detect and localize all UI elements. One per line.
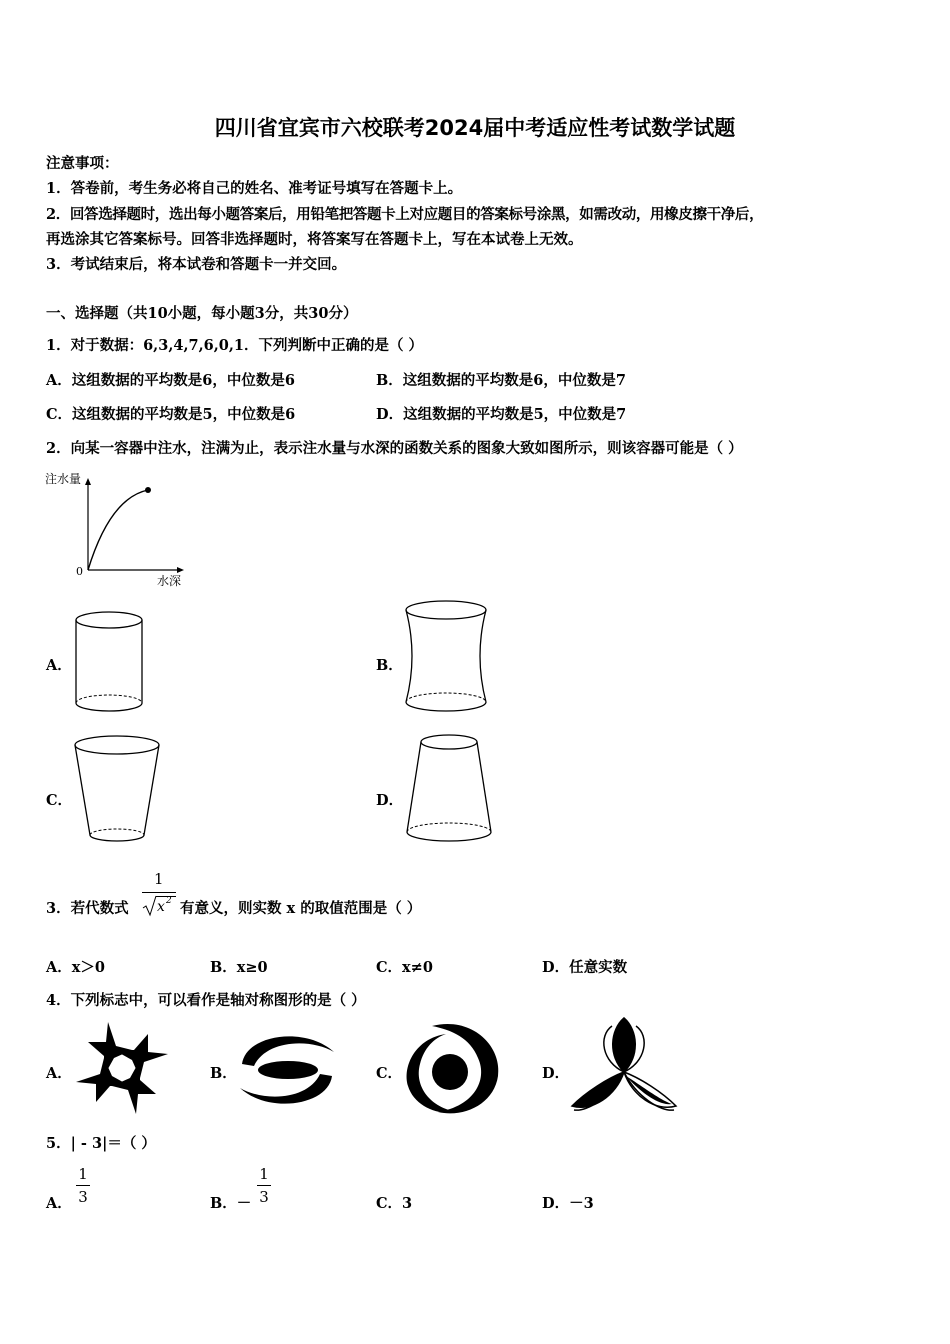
q3-fraction — [142, 870, 178, 922]
container-tapered — [402, 732, 496, 848]
q3-option-d[interactable]: D．任意实数 — [542, 959, 628, 976]
q3-frac-num: 1 — [154, 870, 164, 888]
q5-a-den: 3 — [78, 1188, 88, 1206]
container-flared — [72, 735, 164, 847]
q3-option-c[interactable]: C．x≠0 — [376, 959, 433, 976]
q5-option-c[interactable]: C．3 — [376, 1195, 413, 1212]
notice-heading: 注意事项： — [46, 155, 119, 172]
container-waisted — [400, 598, 492, 716]
notice-line-1: 1．答卷前，考生务必将自己的姓名、准考证号填写在答题卡上。 — [46, 180, 463, 197]
graph-y-label: 注水量 — [45, 472, 82, 486]
q2-option-c[interactable]: C． — [46, 792, 73, 809]
q3-frac-bar — [142, 892, 176, 893]
notice-line-4: 3．考试结束后，将本试卷和答题卡一并交回。 — [46, 256, 347, 273]
q5-a-bar — [76, 1185, 90, 1186]
q4-option-c[interactable]: C． — [376, 1065, 403, 1082]
q5-option-b-label[interactable]: B．－ — [210, 1195, 252, 1212]
q1-option-a[interactable]: A．这组数据的平均数是6，中位数是6 — [46, 372, 295, 389]
page-title: 四川省宜宾市六校联考2024届中考适应性考试数学试题 — [214, 116, 736, 140]
q3-option-a[interactable]: A．x＞0 — [46, 959, 105, 976]
q5-option-a-label[interactable]: A． — [46, 1195, 72, 1212]
notice-line-2: 2．回答选择题时，选出每小题答案后，用铅笔把答题卡上对应题目的答案标号涂黑，如需改动，用橡皮擦干净后， — [46, 206, 764, 223]
q2-option-b[interactable]: B． — [376, 657, 403, 674]
logo-three-leaves — [568, 1016, 680, 1120]
q3-stem-pre: 3．若代数式 — [46, 900, 129, 917]
q1-option-d[interactable]: D．这组数据的平均数是5，中位数是7 — [376, 406, 627, 423]
q1-stem: 1．对于数据：6,3,4,7,6,0,1．下列判断中正确的是（ ） — [46, 337, 424, 354]
function-graph — [80, 478, 190, 578]
section-heading: 一、选择题（共10小题，每小题3分，共30分） — [46, 305, 358, 322]
notice-line-3: 再选涂其它答案标号。回答非选择题时，将答案写在答题卡上，写在本试卷上无效。 — [46, 231, 583, 248]
q5-b-bar — [257, 1185, 271, 1186]
q3-frac-den: x — [157, 899, 165, 915]
q4-stem: 4．下列标志中，可以看作是轴对称图形的是（ ） — [46, 992, 366, 1009]
graph-origin-label: 0 — [76, 565, 83, 578]
q5-b-den: 3 — [259, 1188, 269, 1206]
q2-option-d[interactable]: D． — [376, 792, 404, 809]
q4-option-b[interactable]: B． — [210, 1065, 237, 1082]
q1-option-c[interactable]: C．这组数据的平均数是5，中位数是6 — [46, 406, 296, 423]
q5-option-a-fraction — [76, 1165, 90, 1206]
q1-option-b[interactable]: B．这组数据的平均数是6，中位数是7 — [376, 372, 626, 389]
q4-option-a[interactable]: A． — [46, 1065, 72, 1082]
q3-option-b[interactable]: B．x≥0 — [210, 959, 268, 976]
q3-frac-exp: 2 — [166, 896, 172, 906]
q5-stem: 5．| - 3|＝（ ） — [46, 1135, 156, 1152]
logo-crescents — [236, 1028, 340, 1112]
q2-option-a[interactable]: A． — [46, 657, 72, 674]
q5-b-num: 1 — [259, 1165, 269, 1183]
q5-option-d[interactable]: D．－3 — [542, 1195, 594, 1212]
q3-stem-post: 有意义，则实数 x 的取值范围是（ ） — [180, 900, 422, 917]
sqrt-sign — [142, 895, 158, 917]
q4-option-d[interactable]: D． — [542, 1065, 570, 1082]
q5-a-num: 1 — [78, 1165, 88, 1183]
container-cylinder — [72, 610, 146, 716]
logo-four-stars — [74, 1020, 170, 1116]
logo-swirl-circle — [402, 1020, 502, 1118]
graph-x-label: 水深 — [157, 574, 182, 588]
q2-stem: 2．向某一容器中注水，注满为止，表示注水量与水深的函数关系的图象大致如图所示，则该容器可能是（ ） — [46, 440, 743, 457]
q5-option-b-fraction — [257, 1165, 271, 1206]
